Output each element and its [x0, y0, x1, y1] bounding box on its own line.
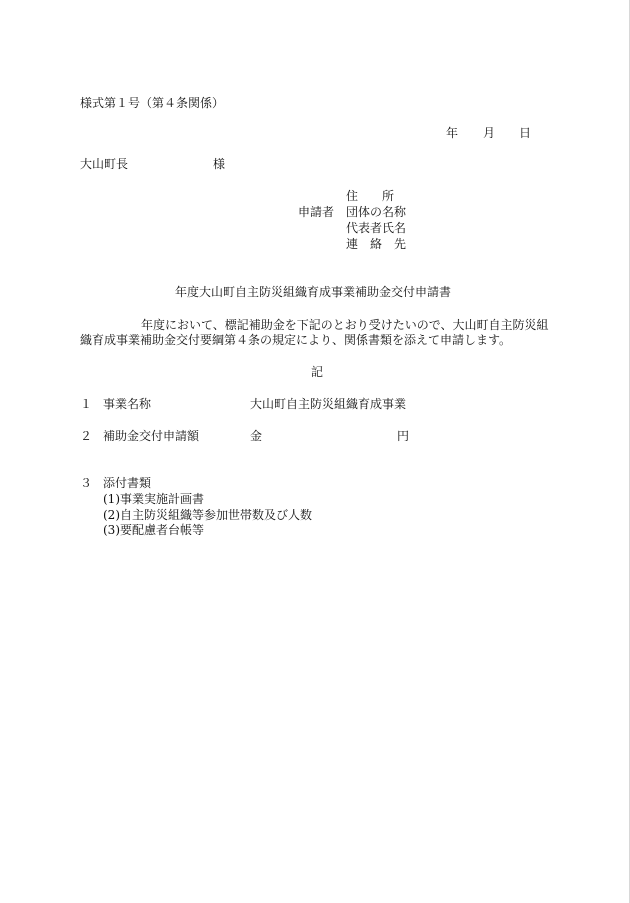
- applicant-label: 申請者: [298, 205, 335, 219]
- item-1-value: 大山町自主防災組織育成事業: [250, 397, 407, 411]
- item-3-label: 添付書類: [103, 476, 152, 490]
- date-day: 日: [519, 126, 532, 140]
- attachment-doc-2: (2)自主防災組織等参加世帯数及び人数: [103, 508, 312, 522]
- attachment-doc-3: (3)要配慮者台帳等: [103, 523, 204, 537]
- addressee-honorific: 様: [213, 157, 226, 171]
- item-1-label: 事業名称: [103, 397, 152, 411]
- applicant-field-contact: 連 絡 先: [346, 237, 407, 251]
- item-1-number: １: [80, 397, 93, 411]
- attachment-doc-1: (1)事業実施計画書: [103, 492, 204, 506]
- body-line-1: 年度において、標記補助金を下記のとおり受けたいので、大山町自主防災組: [141, 318, 549, 332]
- form-number: 様式第１号（第４条関係）: [80, 96, 225, 110]
- applicant-field-address: 住 所: [346, 189, 395, 203]
- item-2-unit: 円: [397, 429, 410, 443]
- addressee-name: 大山町長: [80, 157, 129, 171]
- item-2-number: ２: [80, 429, 93, 443]
- applicant-field-representative: 代表者氏名: [346, 221, 407, 235]
- date-month: 月: [483, 126, 496, 140]
- item-2-label: 補助金交付申請額: [103, 429, 200, 443]
- date-year: 年: [446, 126, 459, 140]
- document-title: 年度大山町自主防災組織育成事業補助金交付申請書: [175, 285, 452, 299]
- ki-heading: 記: [311, 365, 324, 379]
- item-3-number: ３: [80, 476, 93, 490]
- item-2-prefix: 金: [250, 429, 263, 443]
- body-line-2: 織育成事業補助金交付要綱第４条の規定により、関係書類を添えて申請します。: [80, 333, 512, 347]
- applicant-field-org-name: 団体の名称: [346, 205, 407, 219]
